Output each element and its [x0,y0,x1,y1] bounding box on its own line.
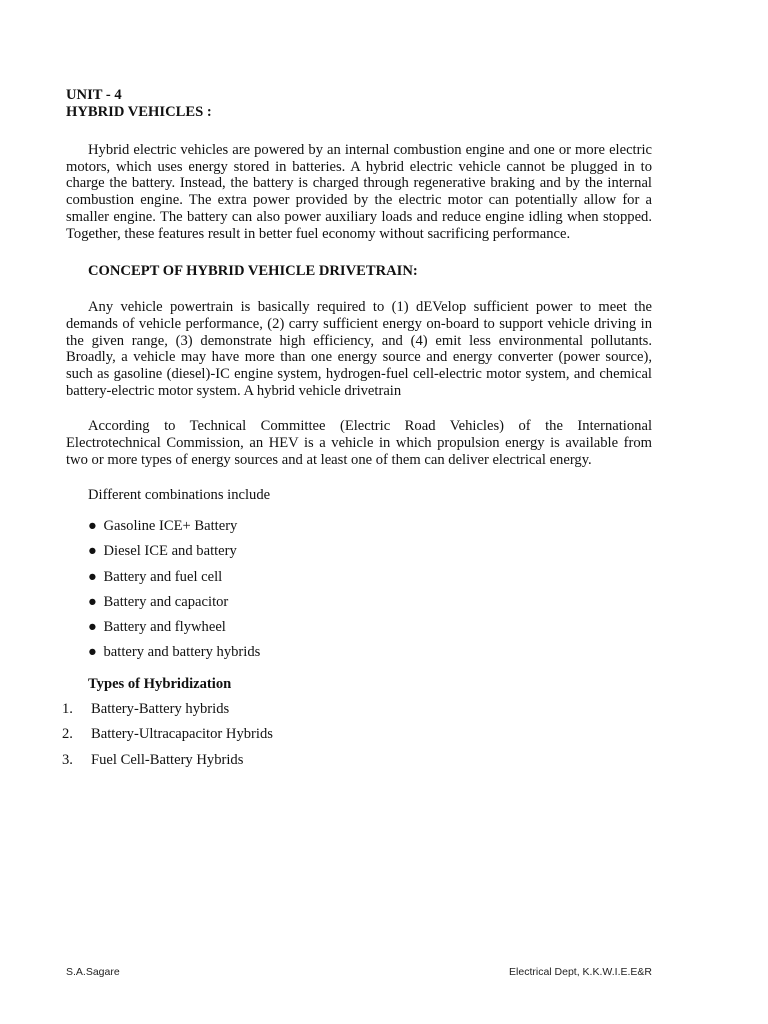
list-item [88,594,652,611]
list-item [88,518,652,535]
list-item-text: Battery and capacitor [103,593,229,610]
bullet-icon: ● [88,644,97,661]
bullet-icon: ● [88,568,97,585]
types-title: Types of Hybridization [88,675,232,692]
combinations-list [88,518,652,661]
document-body [62,87,652,777]
bullet-icon: ● [88,619,97,636]
list-item [88,543,652,560]
list-item-text: Battery-Battery hybrids [91,700,230,717]
iec-definition-paragraph: According to Technical Committee (Electric Road Vehicles) of the International Electrotechnical Commission, an HEV is a vehicle in which propulsion energy is available from two or more types of energy sources and at least one of them can deliver electrical energy. [66,418,652,468]
list-item-text: Battery-Ultracapacitor Hybrids [91,726,273,743]
list-item [88,619,652,636]
list-item-text: Battery and fuel cell [103,568,223,585]
bullet-icon: ● [88,593,97,610]
intro-paragraph: Hybrid electric vehicles are powered by an internal combustion engine and one or more electric motors, which uses energy stored in batteries. A hybrid electric vehicle cannot be plugged in to charge the battery. Instead, the battery is charged through regenerative braking and by the internal combustion engine. The extra power provided by the electric motor can potentially allow for a smaller engine. The battery can also power auxiliary loads and reduce engine idling when stopped. Together, these features result in better fuel economy without sacrificing performance. [66,142,652,242]
list-item [88,569,652,586]
types-list [62,701,652,768]
list-number: 2. [62,726,73,743]
list-item-text: Fuel Cell-Battery Hybrids [91,751,244,768]
page-title: HYBRID VEHICLES : [66,104,212,120]
powertrain-paragraph: Any vehicle powertrain is basically required to (1) dEVelop sufficient power to meet the demands of vehicle performance, (2) carry sufficient energy on-board to support vehicle driving in the given range, (3) demonstrate high efficiency, and (4) emit less environmental pollutants. Broadly, a vehicle may have more than one energy source and energy converter (power source), such as gasoline (diesel)-IC engine system, hydrogen-fuel cell-electric motor system, and chemical battery-electric motor system. A hybrid vehicle drivetrain [66,299,652,399]
section-title: CONCEPT OF HYBRID VEHICLE DRIVETRAIN: [88,263,418,280]
list-item [62,726,652,743]
list-item [88,644,652,661]
bullet-icon: ● [88,518,97,535]
list-item-text: Gasoline ICE+ Battery [103,518,238,535]
combinations-intro: Different combinations include [88,486,271,503]
list-number: 1. [62,700,73,717]
list-number: 3. [62,751,73,768]
list-item-text: Diesel ICE and battery [103,543,237,560]
footer-author: S.A.Sagare [66,966,120,978]
bullet-icon: ● [88,543,97,560]
unit-label: UNIT - 4 [66,87,122,103]
footer-department: Electrical Dept, K.K.W.I.E.E&R [509,966,652,978]
list-item [62,752,652,769]
list-item [62,701,652,718]
list-item-text: Battery and flywheel [103,619,226,636]
list-item-text: battery and battery hybrids [103,644,261,661]
